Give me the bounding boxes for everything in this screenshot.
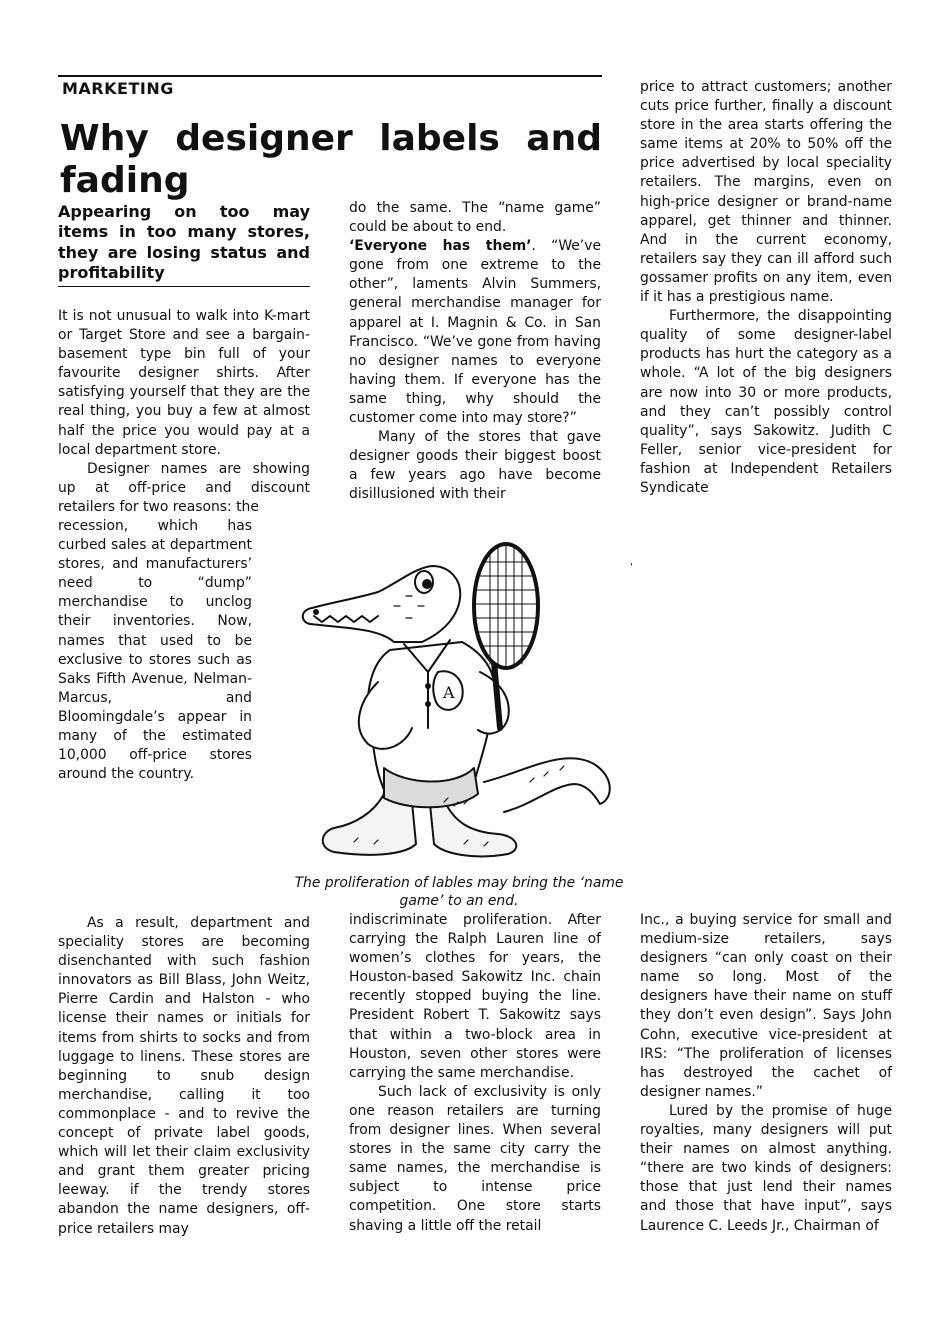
subheadline-rule: [58, 286, 310, 287]
paragraph: Lured by the promise of huge royalties, many designers will put their names on almost anything. “there are two kinds of designers: those that just lend their names and those that have input”, says Laurence C. Leeds Jr., Chairman of: [640, 1102, 892, 1234]
paragraph: As a result, department and speciality stores are becoming disenchanted with such fashion innovators as Bill Blass, John Weitz, Pierre Cardin and Halston - who license their names or initials for items from shirts to socks and from luggage to linens. These stores are beginning to snub design merchandise, calling it too commonplace - and to revive the concept of private label goods, which will let their claim exclusivity and grant them greater pricing leeway. if the trendy stores abandon the name designers, off-price retailers may: [58, 915, 310, 1237]
paragraph: price to attract customers; another cuts price further, finally a discount store in the area starts offering the same items at 20% to 50% off the price advertised by local speciality retailers. The margins, even on high-price designer or brand-name apparel, get thinner and thinner. And in the current economy, retailers say they can ill afford such gossamer profits on any item, even if it has a prestigious name.: [640, 79, 892, 306]
column-3-bottom: [640, 911, 892, 1236]
paragraph: Such lack of exclusivity is only one reason retailers are turning from designer lines. When several stores in the same city carry the same names, the merchandise is subject to intense price competition. One store starts shaving a little off the retail: [349, 1083, 601, 1234]
paragraph-text: . “We’ve gone from one extreme to the other”, laments Alvin Summers, general merchandise manager for apparel at I. Magnin & Co. in San Francisco. “We’ve gone from having no designer names to everyone having them. If everyone has the same thing, why should the customer come into may store?”: [349, 238, 601, 427]
top-rule: [58, 75, 602, 77]
column-3-top: [640, 78, 892, 498]
subheadline: Appearing on too may items in too many stores, they are losing status and profitability: [58, 202, 310, 283]
paragraph: Inc., a buying service for small and medium-size retailers, says designers “can only coast on their name so long. Most of the designers have their name on stuff they don’t even design”. Says John Cohn, executive vice-president at IRS: “The proliferation of licenses has destroyed the cachet of designer names.”: [640, 912, 892, 1100]
column-1-bottom: [58, 914, 310, 1239]
stray-mark: ': [630, 562, 633, 573]
column-2-top: [349, 199, 601, 505]
column-1-top: [58, 307, 310, 517]
paragraph: Furthermore, the disappointing quality of some designer-label products has hurt the category as a whole. “A lot of the big designers are now into 30 or more products, and they can’t possibly control quality”, says Sakowitz. Judith C Feller, senior vice-president for fashion at Independent Retailers Syndicate: [640, 308, 892, 496]
paragraph: Many of the stores that gave designer goods their biggest boost a few years ago have become disillusioned with their: [349, 429, 601, 503]
lead-in: ‘Everyone has them’: [349, 238, 532, 255]
paragraph: recession, which has curbed sales at department stores, and manufacturers’ need to “dump” merchandise to unclog their inventories. Now, names that used to be exclusive to stores such as Saks Fifth Avenue, Nelman-Marcus, and Bloomingdale’s appear in many of the estimated 10,000 off-price stores around the country.: [58, 518, 252, 783]
section-label: MARKETING: [62, 79, 174, 98]
column-1-wrap: [58, 517, 252, 784]
column-2-bottom: [349, 911, 601, 1236]
shirt-logo-letter: A: [443, 683, 455, 702]
paragraph: [349, 237, 601, 428]
paragraph: It is not unusual to walk into K-mart or Target Store and see a bargain-basement type bin full of your favourite designer shirts. After satisfying yourself that they are the real thing, you buy a few at almost half the price you would pay at a local department store.: [58, 308, 310, 458]
crocodile-tennis-illustration: [294, 532, 636, 870]
headline: Why designer labels and fading: [60, 118, 602, 201]
paragraph: indiscriminate proliferation. After carrying the Ralph Lauren line of women’s clothes for years, the Houston-based Sakowitz Inc. chain recently stopped buying the line. President Robert T. Sakowitz says that within a two-block area in Houston, seven other stores were carrying the same merchandise.: [349, 912, 601, 1081]
paragraph: do the same. The “name game” could be about to end.: [349, 200, 601, 236]
paragraph: Designer names are showing up at off-price and discount retailers for two reasons: the: [58, 460, 310, 515]
illustration-caption: The proliferation of lables may bring the ‘name game’ to an end.: [294, 875, 624, 909]
